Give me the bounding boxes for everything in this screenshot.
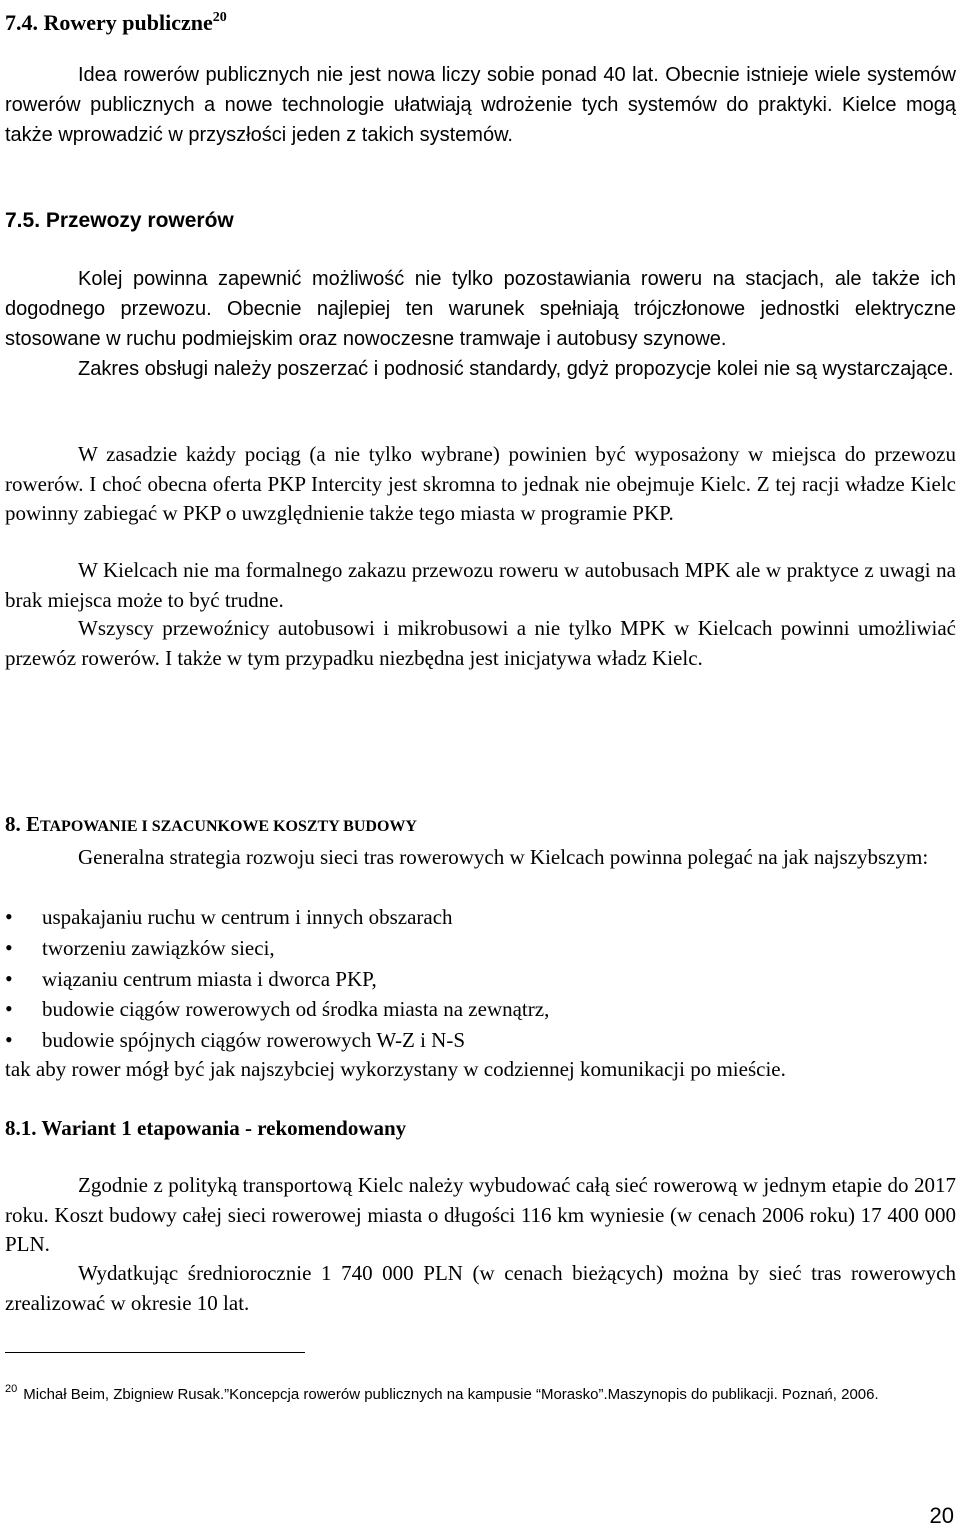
footnote [5, 1375, 956, 1409]
section-7-4-paragraph: Idea rowerów publicznych nie jest nowa liczy sobie ponad 40 lat. Obecnie istnieje wiele systemów rowerów publicznych a nowe technologie ułatwiają wdrożenie tych systemów do praktyki. Kielce mogą także wprowadzić w przyszłości jeden z takich systemów. [5, 64, 956, 146]
section-7-5-paragraph-2: Zakres obsługi należy poszerzać i podnosić standardy, gdyż propozycje kolei nie są wystarczające. [78, 358, 954, 380]
section-title-rest: TAPOWANIE I SZACUNKOWE KOSZTY BUDOWY [40, 818, 417, 835]
section-number: 8.1. [5, 1116, 37, 1140]
strategy-bullet-list [5, 902, 945, 1056]
section-7-5-heading [5, 207, 234, 235]
section-number: 8. [5, 812, 21, 836]
section-7-5-paragraph-4: W Kielcach nie ma formalnego zakazu przewozu roweru w autobusach MPK ale w praktyce z uwagi na brak miejsca może to być trudne. [5, 558, 956, 612]
section-8-conclusion: tak aby rower mógł być jak najszybciej wykorzystany w codziennej komunikacji po mieście. [5, 1057, 786, 1081]
section-8-1-paragraph-2: Wydatkując średniorocznie 1 740 000 PLN (w cenach bieżących) można by sieć tras rowerowych zrealizować w okresie 10 lat. [5, 1261, 956, 1315]
section-8-1-heading [5, 1114, 406, 1142]
section-title: Przewozy rowerów [45, 209, 234, 232]
list-item: • wiązaniu centrum miasta i dworca PKP, [5, 964, 945, 995]
section-title: Rowery publiczne [43, 10, 213, 35]
section-number: 7.4. [5, 10, 38, 35]
list-item: • uspakajaniu ruchu w centrum i innych obszarach [5, 902, 945, 933]
footnote-marker: 20 [5, 1383, 18, 1395]
footnote-text: Michał Beim, Zbigniew Rusak.”Koncepcja rowerów publicznych na kampusie “Morasko”.Maszynopis do publikacji. Poznań, 2006. [23, 1386, 879, 1403]
section-7-5-paragraph-1: Kolej powinna zapewnić możliwość nie tylko pozostawiania roweru na stacjach, ale także ich dogodnego przewozu. Obecnie najlepiej ten warunek spełniają trójczłonowe jednostki elektryczne stosowane w ruchu podmiejskim oraz nowoczesne tramwaje i autobusy szynowe. [5, 268, 956, 350]
section-title: Wariant 1 etapowania - rekomendowany [41, 1116, 407, 1140]
section-number: 7.5. [5, 209, 41, 232]
footnote-divider [5, 1352, 305, 1353]
list-item: • budowie spójnych ciągów rowerowych W-Z i N-S [5, 1025, 945, 1056]
section-7-5-paragraph-3: W zasadzie każdy pociąg (a nie tylko wybrane) powinien być wyposażony w miejsca do przewozu rowerów. I choć obecna oferta PKP Intercity jest skromna to jednak nie obejmuje Kielc. Z tej racji władze Kielc powinny zabiegać w PKP o uwzględnienie także tego miasta w programie PKP. [5, 442, 956, 525]
section-8-intro: Generalna strategia rozwoju sieci tras rowerowych w Kielcach powinna polegać na jak najszybszym: [78, 845, 929, 869]
page-number: 20 [929, 1503, 954, 1528]
section-7-5-paragraph-5: Wszyscy przewoźnicy autobusowi i mikrobusowi a nie tylko MPK w Kielcach powinni umożliwiać przewóz rowerów. I także w tym przypadku niezbędna jest inicjatywa władz Kielc. [5, 616, 956, 670]
section-8-1-paragraph-1: Zgodnie z polityką transportową Kielc należy wybudować całą sieć rowerową w jednym etapie do 2017 roku. Koszt budowy całej sieci rowerowej miasta o długości 116 km wyniesie (w cenach 2006 roku) 17 400 000 PLN. [5, 1173, 956, 1256]
list-item: • tworzeniu zawiązków sieci, [5, 933, 945, 964]
section-7-4-heading [5, 4, 227, 37]
footnote-reference: 20 [212, 10, 227, 25]
section-8-heading [5, 810, 417, 841]
section-title-initial: E [26, 812, 41, 836]
list-item: • budowie ciągów rowerowych od środka miasta na zewnątrz, [5, 994, 945, 1025]
